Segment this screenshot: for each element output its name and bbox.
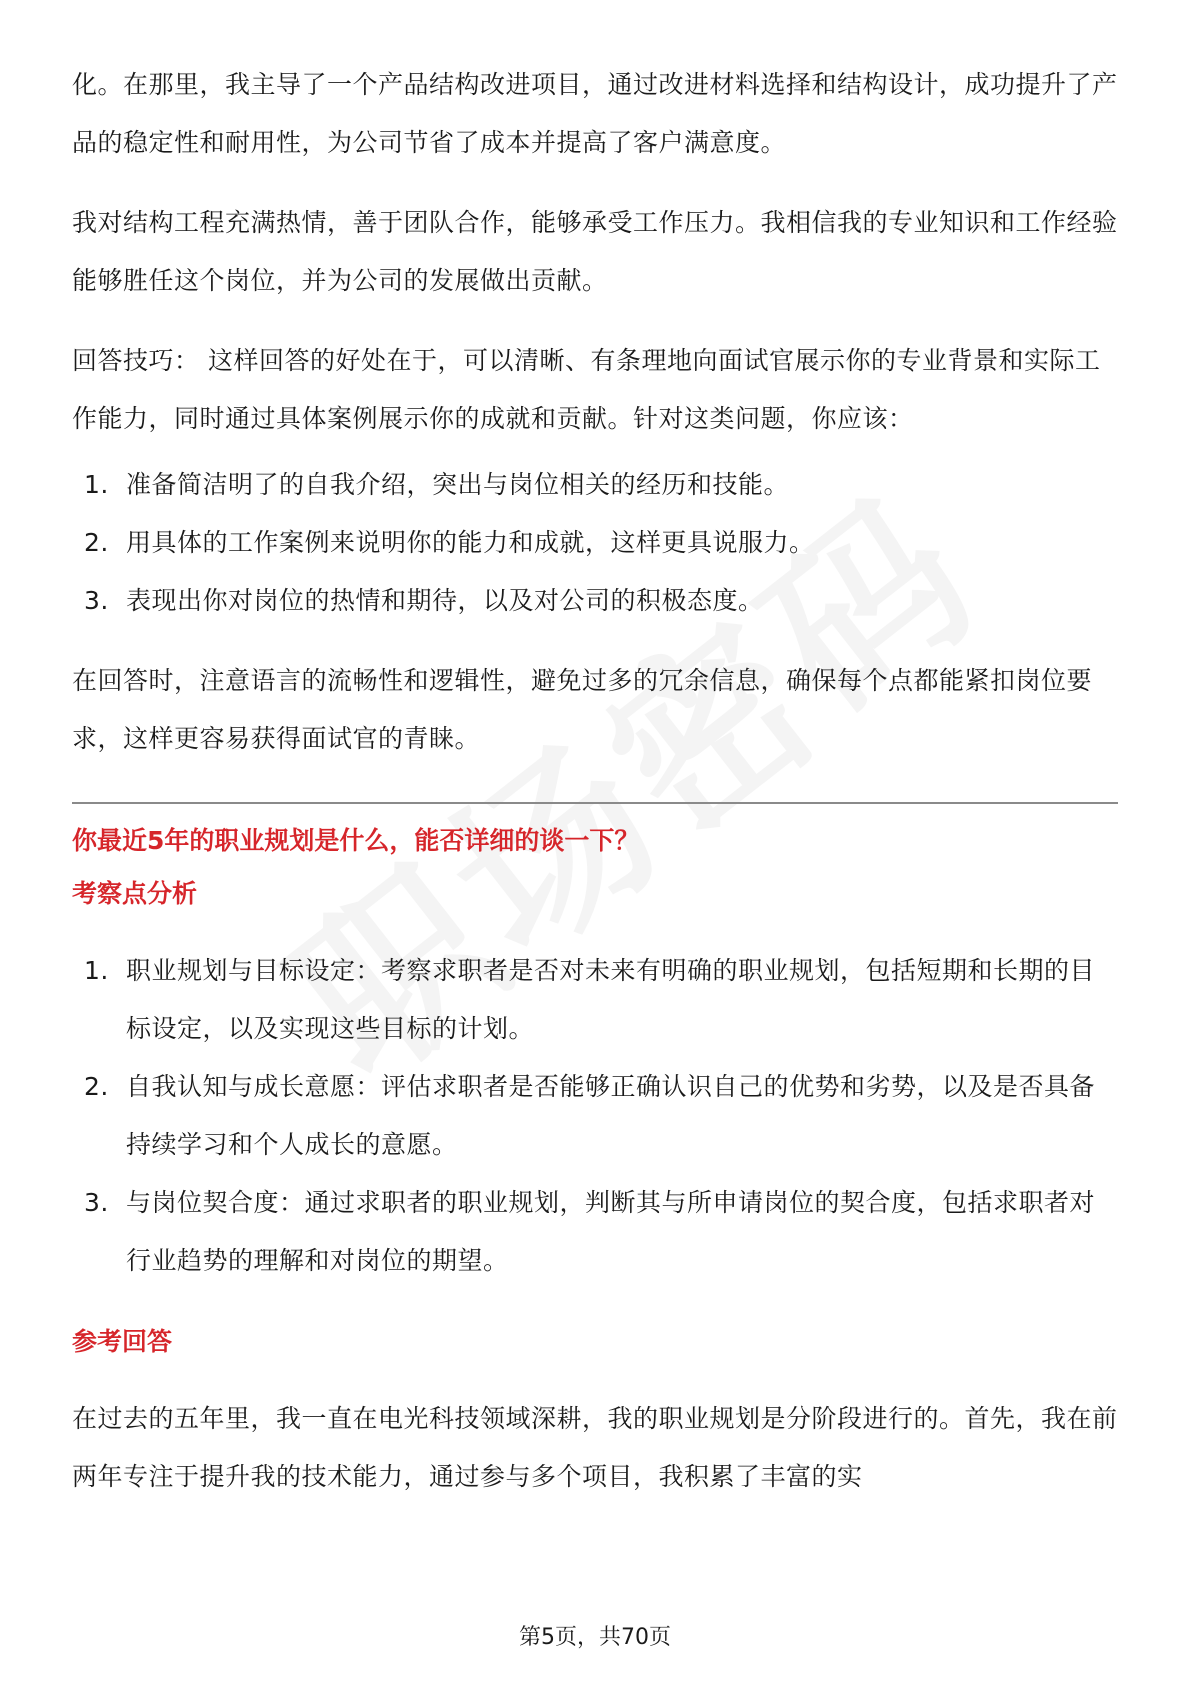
list-item — [72, 572, 1118, 630]
closing-paragraph: 在回答时，注意语言的流畅性和逻辑性，避免过多的冗余信息，确保每个点都能紧扣岗位要求，这样更容易获得面试官的青睐。 — [72, 666, 1093, 753]
list-item-text: 表现出你对岗位的热情和期待，以及对公司的积极态度。 — [126, 586, 764, 615]
list-item-text: 与岗位契合度：通过求职者的职业规划，判断其与所申请岗位的契合度，包括求职者对行业趋势的理解和对岗位的期望。 — [126, 1188, 1096, 1275]
list-item — [72, 1058, 1118, 1174]
reference-heading: 参考回答 — [72, 1327, 173, 1356]
list-item-text: 用具体的工作案例来说明你的能力和成就，这样更具说服力。 — [126, 528, 815, 557]
page-content — [72, 56, 1118, 1528]
list-number: 3. — [84, 1188, 109, 1217]
list-item — [72, 1174, 1118, 1290]
page-number-footer: 第5页，共70页 — [519, 1625, 671, 1650]
paragraph: 化。在那里，我主导了一个产品结构改进项目，通过改进材料选择和结构设计，成功提升了产品的稳定性和耐用性，为公司节省了成本并提高了客户满意度。 — [72, 70, 1118, 157]
list-item — [72, 942, 1118, 1058]
list-item-text: 职业规划与目标设定：考察求职者是否对未来有明确的职业规划，包括短期和长期的目标设定，以及实现这些目标的计划。 — [126, 956, 1096, 1043]
list-item-text: 自我认知与成长意愿：评估求职者是否能够正确认识自己的优势和劣势，以及是否具备持续学习和个人成长的意愿。 — [126, 1072, 1096, 1159]
reference-paragraph: 在过去的五年里，我一直在电光科技领域深耕，我的职业规划是分阶段进行的。首先，我在前两年专注于提升我的技术能力，通过参与多个项目，我积累了丰富的实 — [72, 1404, 1118, 1491]
question-heading: 你最近5年的职业规划是什么，能否详细的谈一下？ — [72, 826, 640, 855]
tips-list — [72, 456, 1118, 630]
paragraph: 我对结构工程充满热情，善于团队合作，能够承受工作压力。我相信我的专业知识和工作经验能够胜任这个岗位，并为公司的发展做出贡献。 — [72, 208, 1118, 295]
list-number: 1. — [84, 470, 109, 499]
section-divider — [72, 802, 1118, 804]
list-item — [72, 514, 1118, 572]
list-number: 3. — [84, 586, 109, 615]
analysis-heading: 考察点分析 — [72, 879, 198, 908]
answer-tips-paragraph: 回答技巧： 这样回答的好处在于，可以清晰、有条理地向面试官展示你的专业背景和实际工作能力，同时通过具体案例展示你的成就和贡献。针对这类问题，你应该： — [72, 346, 1101, 433]
list-item — [72, 456, 1118, 514]
list-number: 2. — [84, 528, 109, 557]
list-item-text: 准备简洁明了的自我介绍，突出与岗位相关的经历和技能。 — [126, 470, 790, 499]
list-number: 1. — [84, 956, 109, 985]
analysis-list — [72, 942, 1118, 1290]
list-number: 2. — [84, 1072, 109, 1101]
